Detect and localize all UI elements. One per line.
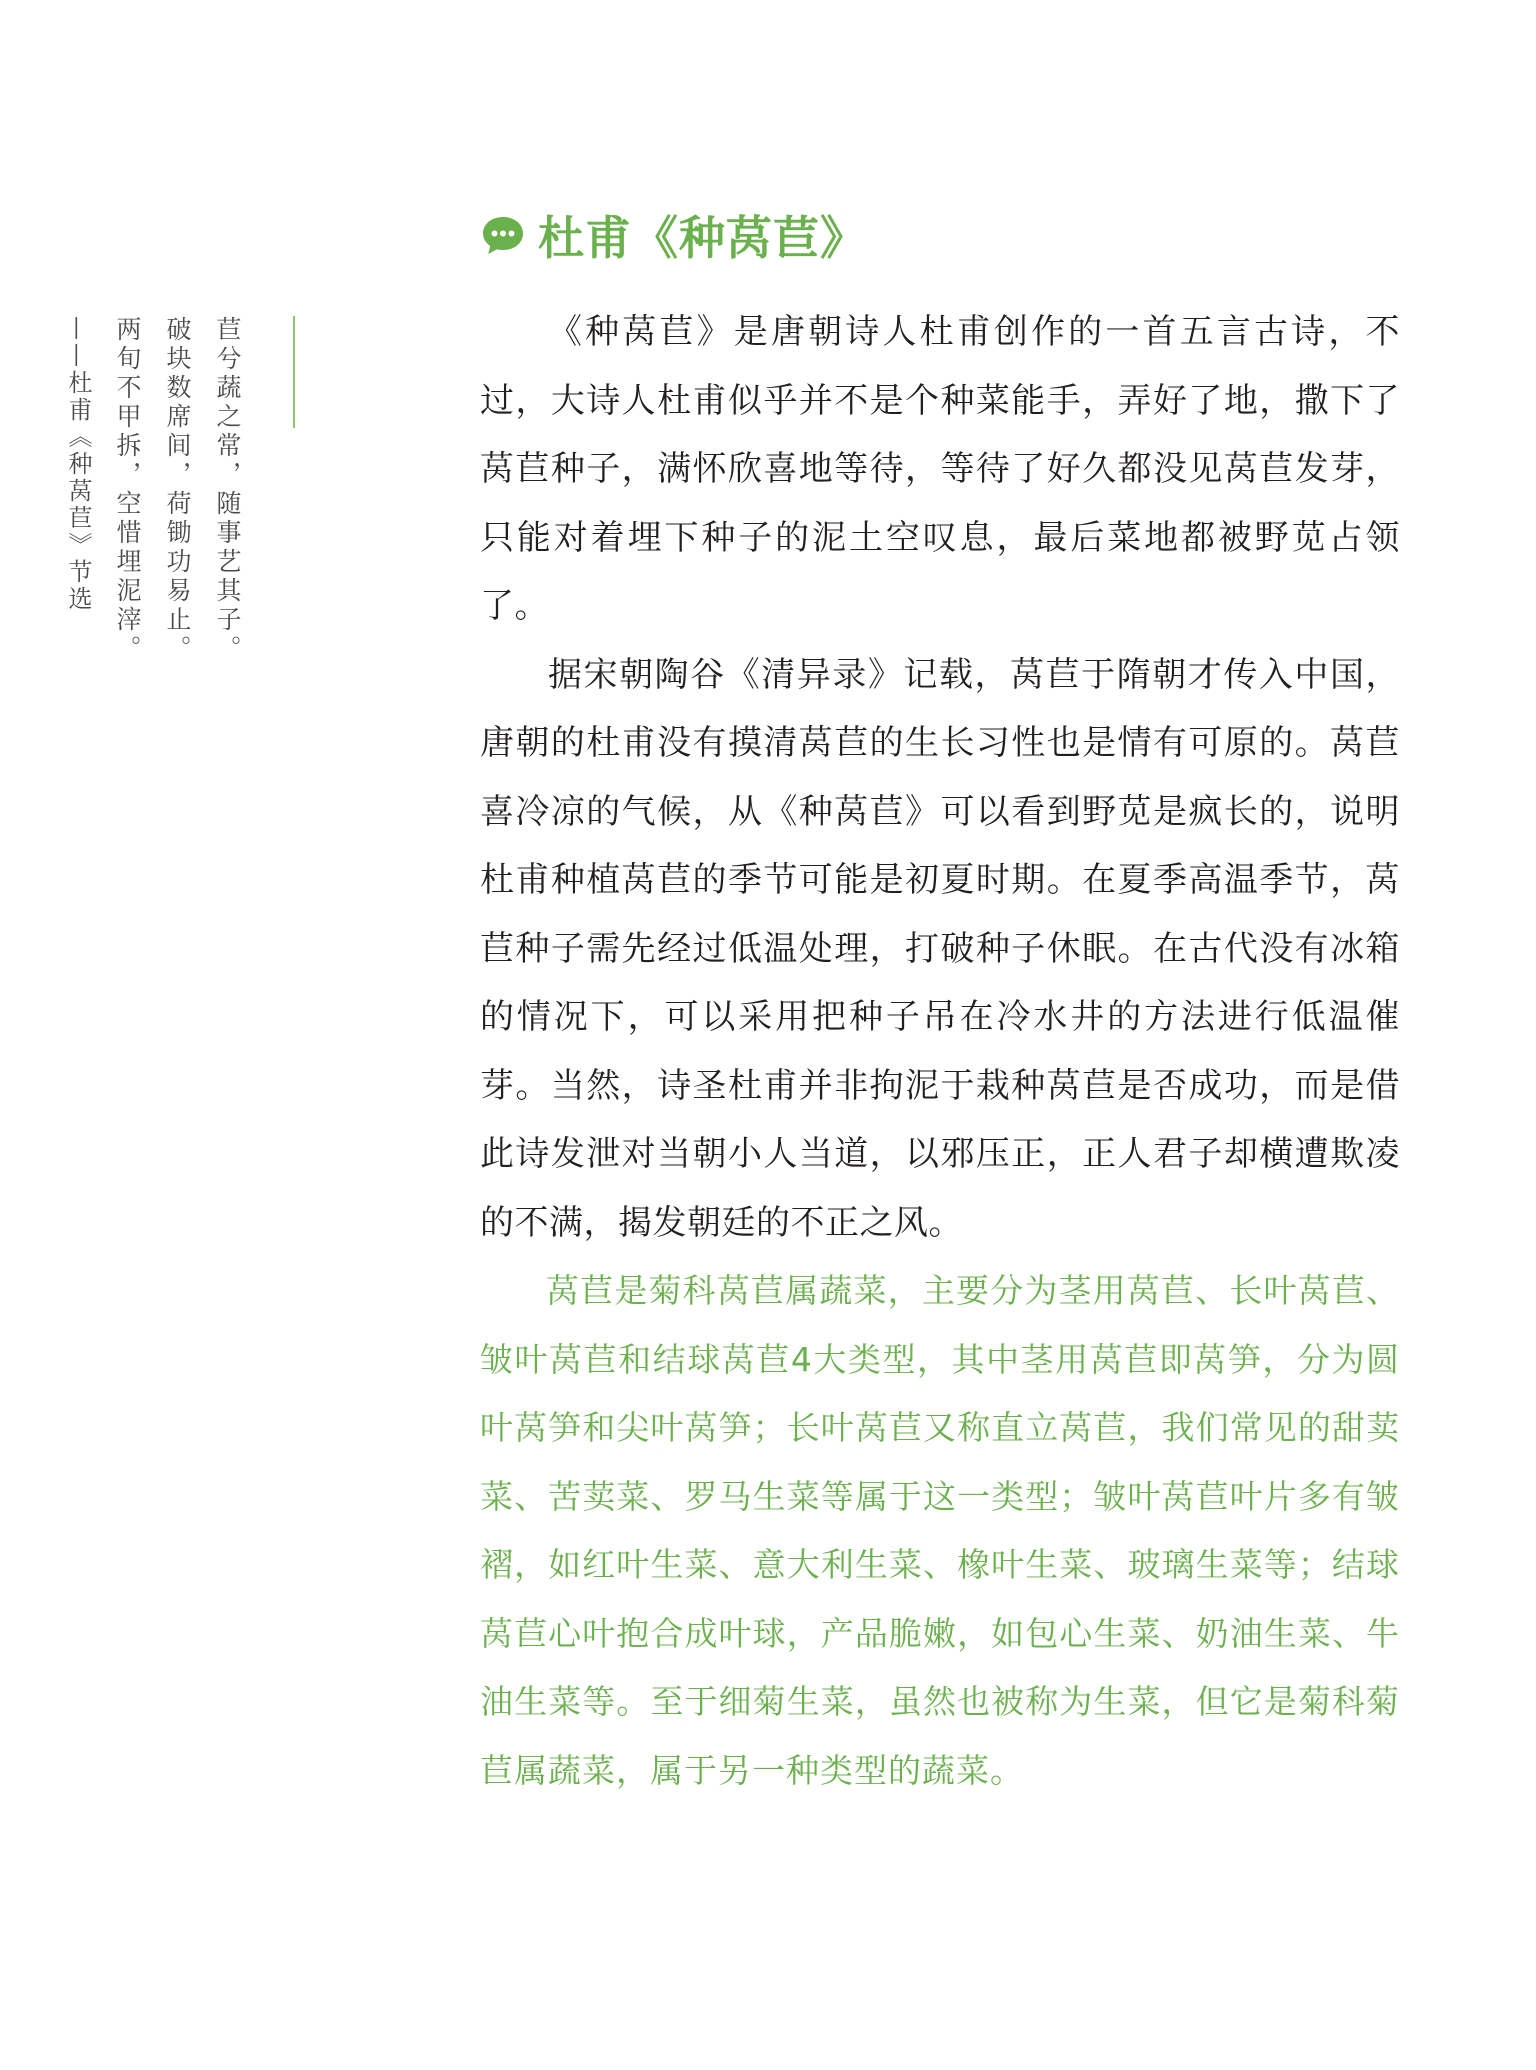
article-body	[480, 298, 1400, 1805]
section-heading	[480, 200, 867, 270]
poem-line-3: 两旬不甲拆，空惜埋泥滓。	[113, 316, 142, 664]
poem-sidebar	[58, 316, 248, 696]
poem-line-1: 苣兮蔬之常，随事艺其子。	[213, 316, 242, 664]
page-title: 杜甫《种莴苣》	[538, 211, 867, 265]
poem-line-2: 破块数席间，荷锄功易止。	[163, 316, 192, 664]
paragraph-3-highlight: 莴苣是菊科莴苣属蔬菜，主要分为茎用莴苣、长叶莴苣、皱叶莴苣和结球莴苣4大类型，其中茎用莴苣即莴笋，分为圆叶莴笋和尖叶莴笋；长叶莴苣又称直立莴苣，我们常见的甜荬菜、苦荬菜、罗马生菜等属于这一类型；皱叶莴苣叶片多有皱褶，如红叶生菜、意大利生菜、橡叶生菜、玻璃生菜等；结球莴苣心叶抱合成叶球，产品脆嫩，如包心生菜、奶油生菜、牛油生菜等。至于细菊生菜，虽然也被称为生菜，但它是菊科菊苣属蔬菜，属于另一种类型的蔬菜。	[480, 1271, 1400, 1790]
sidebar-divider	[293, 316, 295, 428]
paragraph-2: 据宋朝陶谷《清异录》记载，莴苣于隋朝才传入中国，唐朝的杜甫没有摸清莴苣的生长习性也是情有可原的。莴苣喜冷凉的气候，从《种莴苣》可以看到野苋是疯长的，说明杜甫种植莴苣的季节可能是初夏时期。在夏季高温季节，莴苣种子需先经过低温处理，打破种子休眠。在古代没有冰箱的情况下，可以采用把种子吊在冷水井的方法进行低温催芽。当然，诗圣杜甫并非拘泥于栽种莴苣是否成功，而是借此诗发泄对当朝小人当道，以邪压正，正人君子却横遭欺凌的不满，揭发朝廷的不正之风。	[480, 654, 1400, 1243]
paragraph-1: 《种莴苣》是唐朝诗人杜甫创作的一首五言古诗，不过，大诗人杜甫似乎并不是个种菜能手，弄好了地，撒下了莴苣种子，满怀欣喜地等待，等待了好久都没见莴苣发芽，只能对着埋下种子的泥土空叹息，最后菜地都被野苋占领了。	[480, 312, 1400, 626]
speech-bubble-icon	[480, 212, 526, 258]
poem-attribution: ——杜甫《种莴苣》节选	[64, 316, 92, 613]
